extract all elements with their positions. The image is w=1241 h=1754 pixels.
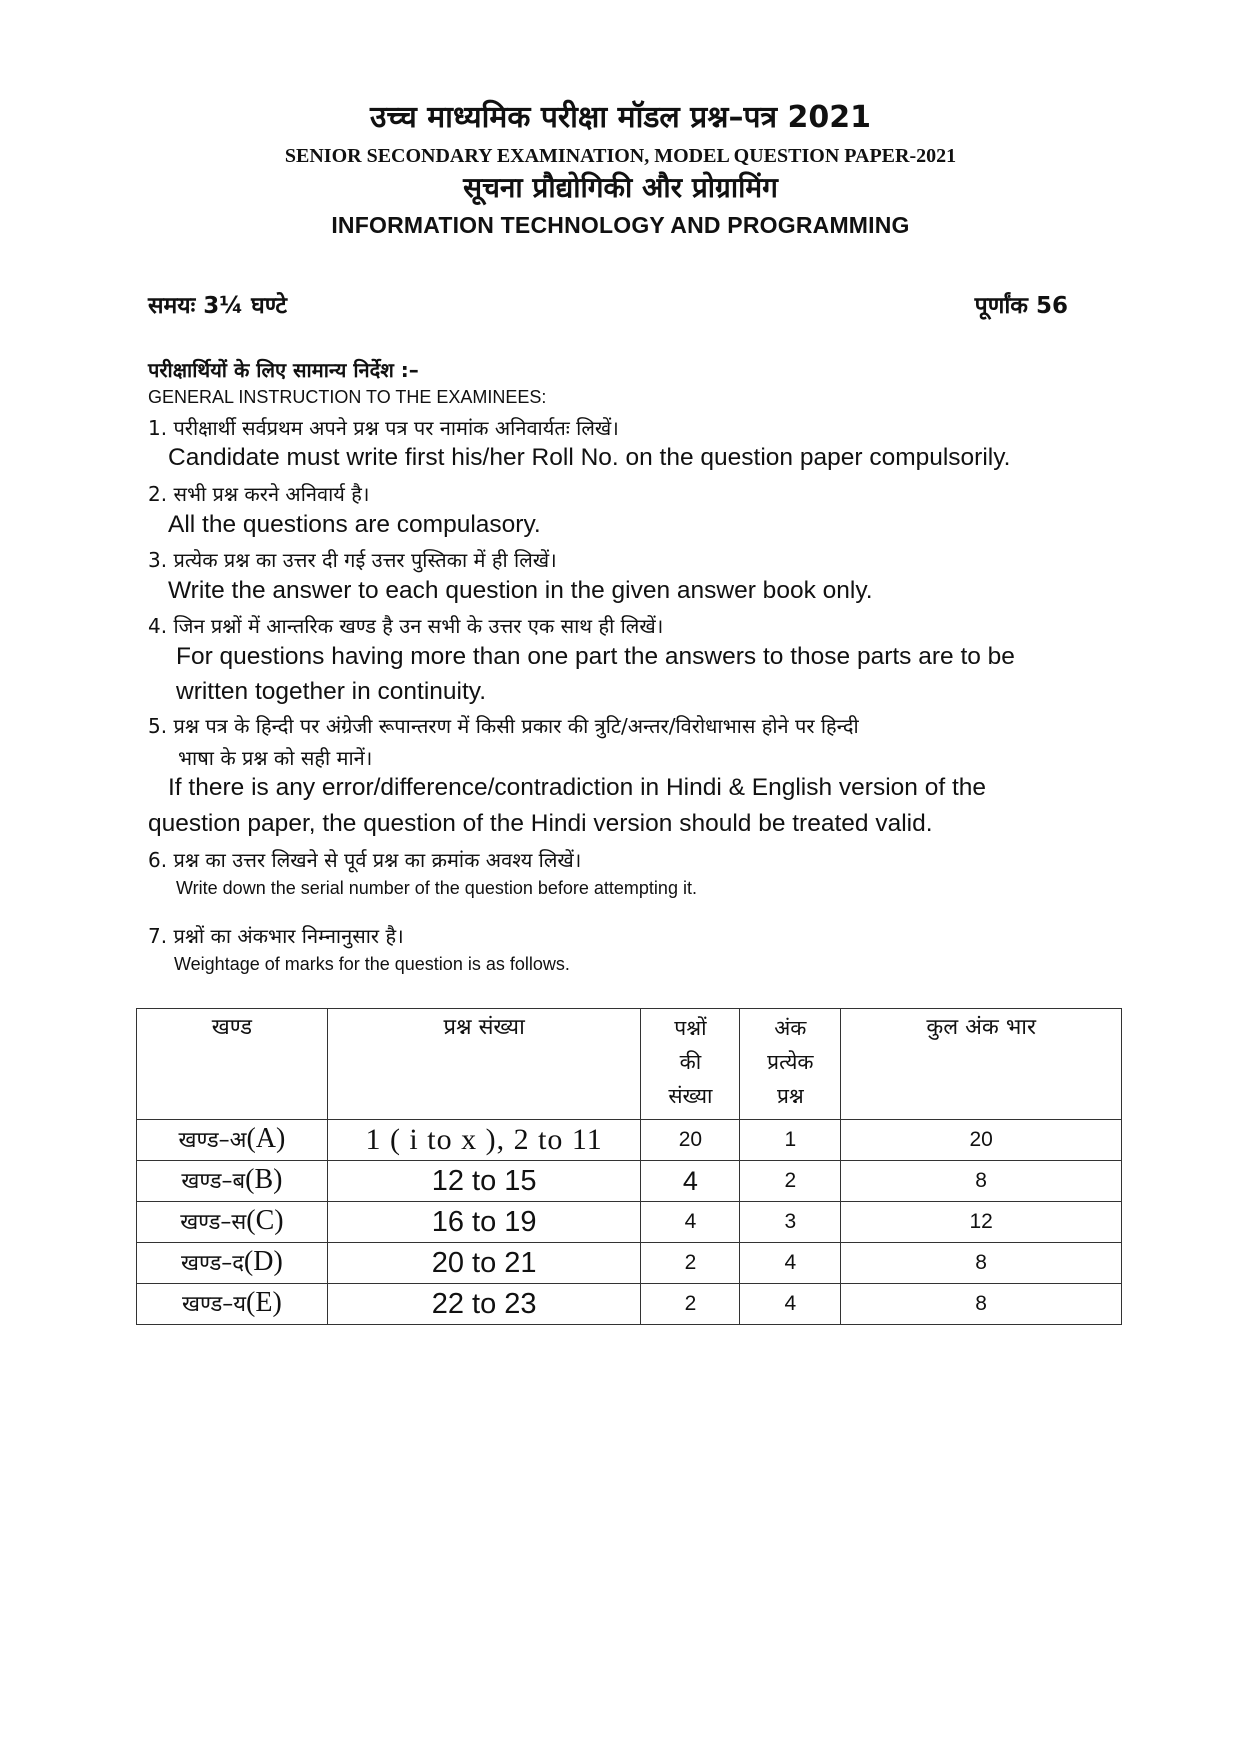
header-number-of-questions (641, 1009, 740, 1120)
table-row (137, 1202, 1122, 1243)
section-cell (137, 1243, 328, 1284)
section-cell (137, 1202, 328, 1243)
instruction-4-english-line1: For questions having more than one part the answers to those parts are to be (176, 643, 1015, 670)
instruction-1-english: Candidate must write first his/her Roll No. on the question paper compulsorily. (168, 444, 1011, 471)
section-cell (137, 1284, 328, 1325)
header-number-of-questions-line2: की (679, 1050, 702, 1074)
total-marks: 8 (841, 1161, 1122, 1202)
total-marks: 8 (841, 1284, 1122, 1325)
instruction-6-hindi: 6. प्रश्न का उत्तर लिखने से पूर्व प्रश्न का क्रमांक अवश्य लिखें। (148, 848, 582, 872)
subject-hindi: सूचना प्रौद्योगिकी और प्रोग्रामिंग (463, 171, 778, 204)
section-cell (137, 1120, 328, 1161)
header-total-marks: कुल अंक भार (841, 1009, 1122, 1120)
header-number-of-questions-line3: संख्या (668, 1084, 713, 1108)
section-cell (137, 1161, 328, 1202)
question-range: 12 to 15 (327, 1161, 641, 1202)
question-count: 2 (641, 1284, 740, 1325)
question-range: 22 to 23 (327, 1284, 641, 1325)
marks-weightage-table (136, 1008, 1122, 1325)
section-hindi: खण्ड–द (181, 1251, 244, 1276)
section-hindi: खण्ड–अ (178, 1128, 247, 1153)
instructions-heading-english: GENERAL INSTRUCTION TO THE EXAMINEES: (148, 387, 547, 407)
table-row (137, 1284, 1122, 1325)
instruction-1-hindi: 1. परीक्षार्थी सर्वप्रथम अपने प्रश्न पत्र पर नामांक अनिवार्यतः लिखें। (148, 416, 619, 440)
instruction-3-english: Write the answer to each question in the given answer book only. (168, 577, 873, 604)
marks-each: 1 (740, 1120, 841, 1161)
question-count: 4 (641, 1161, 740, 1202)
header-section: खण्ड (137, 1009, 328, 1120)
section-letter: (D) (243, 1246, 283, 1277)
total-marks: 12 (841, 1202, 1122, 1243)
total-marks: 20 (841, 1120, 1122, 1161)
header-marks-per-question-line3: प्रश्न (776, 1084, 804, 1108)
marks-each: 4 (740, 1243, 841, 1284)
table-row (137, 1243, 1122, 1284)
header-number-of-questions-line1: पश्नों (674, 1016, 707, 1040)
table-header-row (137, 1009, 1122, 1120)
table-row (137, 1161, 1122, 1202)
instruction-3-hindi: 3. प्रत्येक प्रश्न का उत्तर दी गई उत्तर पुस्तिका में ही लिखें। (148, 548, 557, 572)
title-english: SENIOR SECONDARY EXAMINATION, MODEL QUESTION PAPER-2021 (284, 145, 957, 167)
instruction-6-english: Write down the serial number of the question before attempting it. (176, 878, 697, 898)
instruction-7-english: Weightage of marks for the question is as follows. (174, 954, 570, 974)
header-marks-per-question-line2: प्रत्येक (767, 1050, 814, 1074)
instruction-5-hindi-line1: 5. प्रश्न पत्र के हिन्दी पर अंग्रेजी रूपान्तरण में किसी प्रकार की त्रुटि/अन्तर/विरोधाभास होने पर हिन्दी (148, 714, 859, 738)
instruction-2-hindi: 2. सभी प्रश्न करने अनिवार्य है। (148, 482, 370, 506)
table-row (137, 1120, 1122, 1161)
section-letter: (C) (246, 1205, 284, 1236)
header-question-numbers: प्रश्न संख्या (327, 1009, 641, 1120)
section-letter: (B) (245, 1164, 283, 1195)
marks-each: 3 (740, 1202, 841, 1243)
instruction-7-hindi: 7. प्रश्नों का अंकभार निम्नानुसार है। (148, 924, 404, 948)
max-marks: पूर्णांक 56 (974, 293, 1068, 319)
total-marks: 8 (841, 1243, 1122, 1284)
instruction-4-english-line2: written together in continuity. (176, 678, 487, 705)
marks-each: 4 (740, 1284, 841, 1325)
instruction-5-english-line1: If there is any error/difference/contradiction in Hindi & English version of the (168, 774, 986, 801)
header-marks-per-question-line1: अंक (774, 1016, 807, 1040)
section-hindi: खण्ड–य (182, 1292, 247, 1317)
question-count: 4 (641, 1202, 740, 1243)
instruction-4-hindi: 4. जिन प्रश्नों में आन्तरिक खण्ड है उन सभी के उत्तर एक साथ ही लिखें। (148, 614, 664, 638)
title-hindi: उच्च माध्यमिक परीक्षा मॉडल प्रश्न–पत्र 2021 (370, 100, 871, 135)
question-range: 16 to 19 (327, 1202, 641, 1243)
subject-english: INFORMATION TECHNOLOGY AND PROGRAMMING (331, 212, 910, 238)
section-letter: (A) (246, 1123, 286, 1154)
instruction-2-english: All the questions are compulasory. (168, 511, 541, 538)
question-range: 1 ( i to x ), 2 to 11 (327, 1120, 641, 1161)
header-marks-per-question (740, 1009, 841, 1120)
marks-each: 2 (740, 1161, 841, 1202)
question-count: 20 (641, 1120, 740, 1161)
section-letter: (E) (246, 1287, 282, 1318)
instruction-5-hindi-line2: भाषा के प्रश्न को सही मानें। (178, 746, 373, 770)
question-range: 20 to 21 (327, 1243, 641, 1284)
section-hindi: खण्ड–स (180, 1210, 247, 1235)
time-allowed: समयः 3¼ घण्टे (148, 293, 287, 319)
instructions-heading-hindi: परीक्षार्थियों के लिए सामान्य निर्देश :– (148, 358, 419, 382)
question-count: 2 (641, 1243, 740, 1284)
section-hindi: खण्ड–ब (181, 1169, 246, 1194)
instruction-5-english-line2: question paper, the question of the Hindi version should be treated valid. (148, 810, 933, 837)
